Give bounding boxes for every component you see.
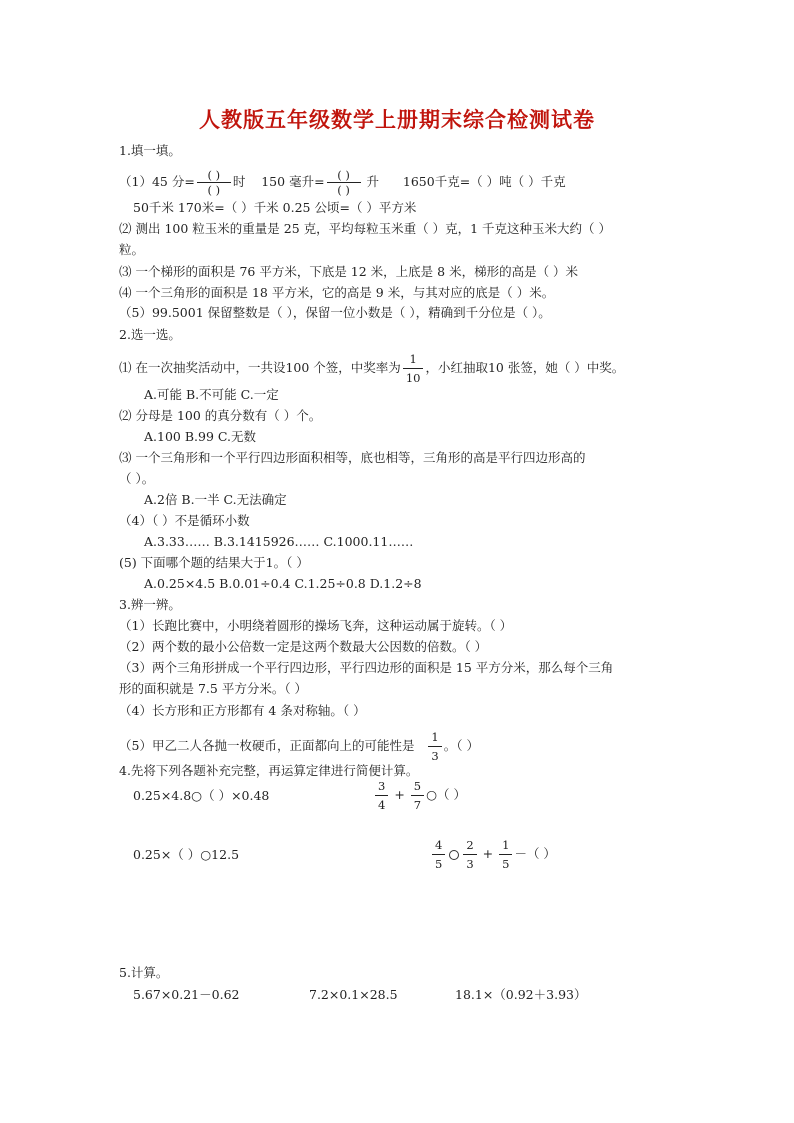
s2-q1-fraction [403,350,424,387]
s3-q4: （4）长方形和正方形都有 4 条对称轴。（ ） [119,703,366,718]
s4-expression-2 [373,777,466,814]
s2-q2-options: A.100 B.99 C.无数 [144,429,256,444]
s2-q1-suffix: ，小红抽取10 张签，她（ ）中奖。 [425,360,625,375]
s1-q1-frac1-numerator: ( ) [207,168,221,182]
s4-e4-fraction-3 [499,836,512,873]
s3-q2: （2）两个数的最小公倍数一定是这两个数最大公因数的倍数。（ ） [119,639,488,654]
s3-q3-line1: （3）两个三角形拼成一个平行四边形，平行四边形的面积是 15 平方分米，那么每个三角 [119,660,614,675]
section-3-heading: 3.辨一辨。 [119,597,181,612]
s2-q4: （4）（ ）不是循环小数 [119,513,250,528]
s4-e4-f1-denominator: 5 [435,857,443,871]
s4-expression-4 [430,836,556,873]
s1-q3: ⑶ 一个梯形的面积是 76 平方米，下底是 12 米，上底是 8 米，梯形的高是（ ）米 [119,264,579,279]
s2-q1-frac-denominator: 10 [405,371,421,385]
s3-q5-frac-denominator: 3 [431,749,439,763]
s4-expression-3: 0.25×（ ）○12.5 [133,847,240,862]
s3-q5-suffix: 。（ ） [443,738,479,753]
s2-q3-line1: ⑶ 一个三角形和一个平行四边形面积相等，底也相等，三角形的高是平行四边形高的 [119,450,586,465]
s4-e2-fraction-2 [411,777,424,814]
s3-q1: （1）长跑比赛中，小明绕着圆形的操场飞奔，这种运动属于旋转。（ ） [119,618,513,633]
s5-calc-1: 5.67×0.21－0.62 [133,987,240,1002]
s4-e4-f2-denominator: 3 [466,857,474,871]
s4-e2-f1-numerator: 3 [378,779,386,793]
s1-q1-fraction-2 [327,168,361,197]
s4-e4-fraction-1 [432,836,445,873]
s4-expression-1: 0.25×4.8○（ ）×0.48 [133,788,270,803]
s2-q3-options: A.2倍 B.一半 C.无法确定 [144,492,287,507]
s1-q1-line2: 50千米 170米=（ ）千米 0.25 公顷=（ ）平方米 [133,200,417,215]
s1-q1-frac1-denominator: ( ) [207,183,221,197]
s4-e4-fraction-2 [463,836,476,873]
section-5-heading: 5.计算。 [119,965,169,980]
s1-q4: ⑷ 一个三角形的面积是 18 平方米，它的高是 9 米，与其对应的底是（ ）米。 [119,285,555,300]
s4-e2-f2-numerator: 5 [413,779,422,793]
s4-e2-tail: ○（ ） [426,787,466,802]
s4-e4-f1-numerator: 4 [435,838,443,852]
s1-q5: （5）99.5001 保留整数是（ ），保留一位小数是（ ），精确到千分位是（ ）。 [119,305,551,320]
s1-q1-mid: 150 毫升= [261,174,325,189]
s1-q1-unit2: 升 [366,174,380,189]
s4-e4-f3-numerator: 1 [502,838,510,852]
s2-q1-prefix: ⑴ 在一次抽奖活动中，一共设100 个签，中奖率为 [119,360,401,375]
section-4-heading: 4.先将下列各题补充完整，再运算定律进行简便计算。 [119,763,419,778]
s2-q1-options: A.可能 B.不可能 C.一定 [144,387,279,402]
s1-q2-line2: 粒。 [119,242,145,257]
s2-q1 [119,350,624,387]
s3-q5-prefix: （5）甲乙二人各抛一枚硬币，正面都向上的可能性是 [119,738,415,753]
s1-q1-frac2-numerator: ( ) [337,168,350,182]
s1-q1-frac2-denominator: ( ) [337,183,350,197]
s3-q5-fraction [428,728,441,765]
s1-q1-prefix: （1）45 分= [119,174,195,189]
s2-q1-frac-numerator: 1 [409,352,417,366]
section-1-heading: 1.填一填。 [119,143,181,158]
s3-q5-frac-numerator: 1 [431,730,439,744]
s1-q1-fraction-1 [197,168,231,197]
s4-e2-operator: + [394,787,405,802]
s3-q3-line2: 形的面积就是 7.5 平方分米。（ ） [119,681,308,696]
s2-q2: ⑵ 分母是 100 的真分数有（ ）个。 [119,408,322,423]
s4-e2-f2-denominator: 7 [413,798,422,812]
s5-calc-2: 7.2×0.1×28.5 [309,987,398,1002]
s1-q2-line1: ⑵ 测出 100 粒玉米的重量是 25 克，平均每粒玉米重（ ）克，1 千克这种玉米大约（ ） [119,221,612,236]
s3-q5 [119,728,479,765]
page-title: 人教版五年级数学上册期末综合检测试卷 [199,107,595,132]
s4-e4-tail: －（ ） [514,846,556,861]
s1-q1-unit1: 时 [232,174,246,189]
s2-q3-line2: （ ）。 [119,471,155,486]
s4-e4-operator: + [482,846,494,861]
s4-e4-f2-numerator: 2 [466,838,474,852]
s1-q1-tail: 1650千克=（ ）吨（ ）千克 [402,174,566,189]
s5-calc-3: 18.1×（0.92＋3.93） [455,987,587,1002]
s1-q1 [119,168,566,197]
s4-e4-f3-denominator: 5 [502,857,510,871]
s2-q4-options: A.3.33…… B.3.1415926…… C.1000.11…… [144,534,414,549]
section-2-heading: 2.选一选。 [119,327,181,342]
circle-placeholder-icon [449,850,459,860]
s2-q5-options: A.0.25×4.5 B.0.01÷0.4 C.1.25÷0.8 D.1.2÷8 [144,576,422,591]
s4-e2-fraction-1 [375,777,388,814]
s2-q5: (5) 下面哪个题的结果大于1。（ ） [119,555,309,570]
s4-e2-f1-denominator: 4 [378,798,386,812]
